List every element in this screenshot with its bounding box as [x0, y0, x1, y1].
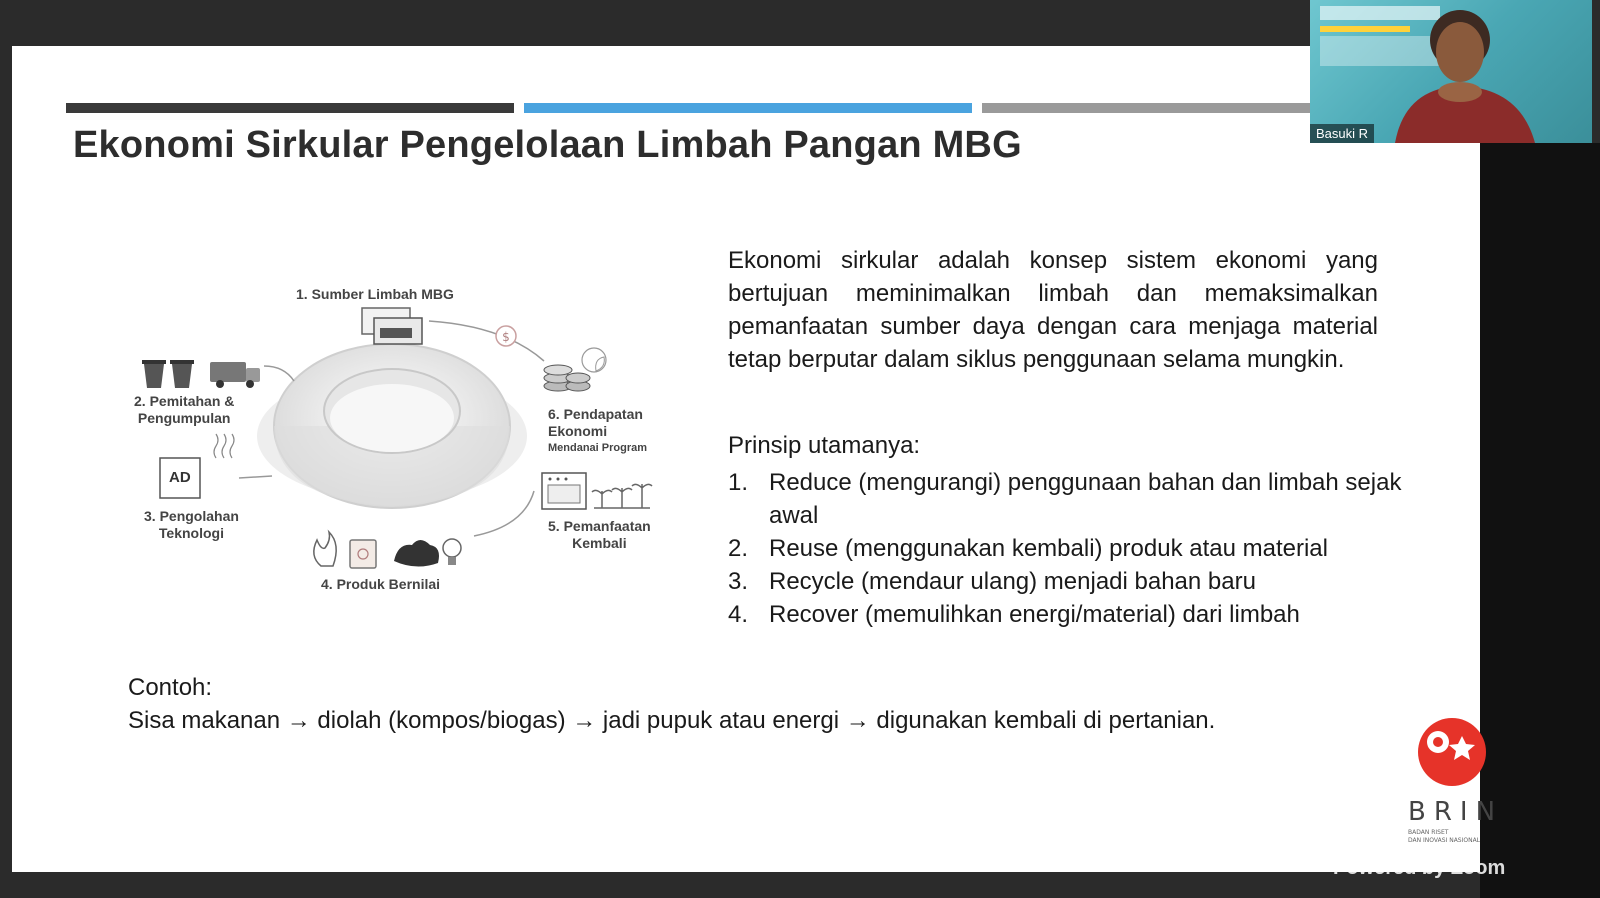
lightbulb-icon: [443, 539, 461, 565]
list-number: 3.: [728, 568, 749, 595]
list-text: Reduce (mengurangi) penggunaan bahan dan limbah sejak awal: [769, 469, 1402, 529]
step5-label: [548, 518, 651, 552]
oven-icon: [542, 473, 586, 509]
svg-text:BADAN RISET: BADAN RISET: [1408, 829, 1449, 836]
step6-label-line1: 6. Pendapatan: [548, 406, 643, 422]
digester-icon: [160, 434, 234, 498]
coin-stack-icon: [544, 365, 590, 391]
list-item: [728, 532, 1418, 565]
step2-label-line2: Pengumpulan: [137, 410, 231, 426]
step6-label-line2: Ekonomi: [548, 423, 608, 439]
dollar-coin-icon: [496, 326, 516, 346]
svg-text:DAN INOVASI NASIONAL: DAN INOVASI NASIONAL: [1408, 837, 1481, 844]
principles-list: [728, 466, 1418, 631]
step2-label: [134, 393, 234, 427]
circular-economy-diagram: [124, 236, 684, 606]
co2-leaf-icon: [582, 348, 606, 372]
participant-video-tile[interactable]: [1310, 0, 1592, 143]
list-number: 4.: [728, 601, 749, 628]
brin-logo: [1404, 714, 1524, 854]
step2-label-line1: 2. Pemitahan &: [134, 393, 235, 409]
example-label: Contoh:: [128, 674, 213, 701]
list-number: 2.: [728, 535, 749, 562]
presentation-slide: [12, 46, 1480, 872]
list-number: 1.: [728, 469, 749, 496]
step3-label: [144, 508, 239, 542]
example-text: Sisa makanan → diolah (kompos/biogas) → jadi pupuk atau energi → digunakan kembali di pertanian.: [128, 707, 1216, 734]
svg-text:BRIN: BRIN: [1408, 797, 1504, 827]
list-item: [728, 598, 1418, 631]
list-text: Recover (memulihkan energi/material) dari limbah: [769, 601, 1300, 628]
list-text: Reuse (menggunakan kembali) produk atau material: [769, 535, 1328, 562]
slide-title: Ekonomi Sirkular Pengelolaan Limbah Pangan MBG: [73, 124, 1022, 166]
list-item: [728, 466, 1418, 532]
progress-segment-2: [524, 103, 972, 113]
participant-video-frame: [1310, 0, 1592, 143]
step3-label-line1: 3. Pengolahan: [144, 508, 239, 524]
step4-label: 4. Produk Bernilai: [321, 576, 441, 592]
step6-label-line3: Mendanai Program: [548, 442, 648, 454]
participant-name: Basuki R: [1310, 124, 1374, 143]
step1-label: 1. Sumber Limbah MBG: [296, 286, 454, 302]
definition-paragraph: Ekonomi sirkular adalah konsep sistem ekonomi yang bertujuan meminimalkan limbah dan memaksimalkan pemanfaatan sumber daya dengan cara menjaga material tetap berputar dalam siklus penggunaan selama mungkin.: [728, 247, 1378, 373]
brin-logo-mark: [1404, 714, 1524, 854]
fertilizer-bag-icon: [350, 540, 376, 568]
step6-label: [548, 406, 647, 457]
list-item: [728, 565, 1418, 598]
plants-icon: [592, 484, 652, 508]
list-text: Recycle (mendaur ulang) menjadi bahan baru: [769, 568, 1256, 595]
monitor-icon: [362, 308, 422, 344]
svg-text:$: $: [502, 330, 510, 344]
step3-label-line2: Teknologi: [158, 525, 224, 541]
flame-icon: [314, 532, 336, 566]
zoom-watermark: Powered by Zoom: [1333, 857, 1506, 879]
truck-icon: [210, 362, 260, 388]
step5-label-line1: 5. Pemanfaatan: [548, 518, 651, 534]
progress-segment-1: [66, 103, 514, 113]
principles-heading: Prinsip utamanya:: [728, 432, 921, 459]
trash-bin-icon: [142, 360, 194, 388]
charcoal-icon: [394, 540, 439, 567]
step5-label-line2: Kembali: [572, 535, 627, 551]
step3-box-label: AD: [169, 469, 191, 486]
